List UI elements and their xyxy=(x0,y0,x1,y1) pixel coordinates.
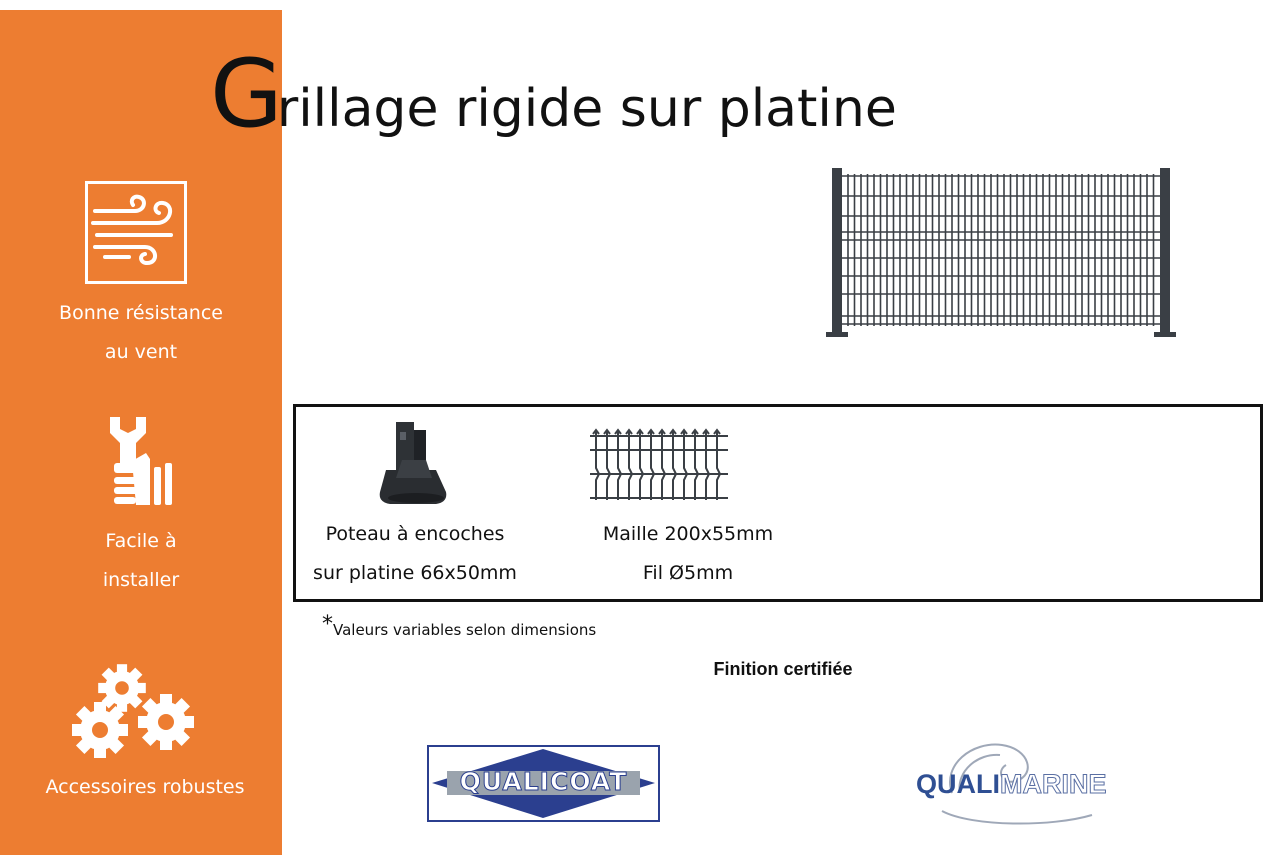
qualimarine-part1: QUALI xyxy=(916,769,1000,799)
mesh-panel-image xyxy=(588,428,730,502)
feature-label-line2: installer xyxy=(102,569,180,591)
wrench-hand-icon xyxy=(106,415,178,509)
footnote-star: * xyxy=(322,612,333,637)
qualicoat-logo-text: QUALICOAT xyxy=(459,767,628,796)
spec-post-line2: sur platine 66x50mm xyxy=(313,562,517,584)
gears-icon xyxy=(70,660,202,760)
footnote xyxy=(322,612,596,639)
page-title xyxy=(210,40,897,156)
spec-mesh-line2: Fil Ø5mm xyxy=(642,562,734,584)
feature-label-line1: Accessoires robustes xyxy=(45,776,245,798)
wind-icon xyxy=(85,181,187,284)
post-on-plate-image xyxy=(376,420,450,506)
spec-post-line1: Poteau à encoches xyxy=(325,523,505,545)
footnote-text: Valeurs variables selon dimensions xyxy=(333,621,597,639)
title-rest: rillage rigide sur platine xyxy=(276,79,897,139)
title-initial: G xyxy=(210,40,277,149)
qualimarine-logo xyxy=(912,735,1122,830)
spec-mesh-line1: Maille 200x55mm xyxy=(602,523,774,545)
finition-heading: Finition certifiée xyxy=(713,659,853,679)
qualimarine-logo-text xyxy=(916,769,1107,800)
feature-label-line2: au vent xyxy=(104,341,178,363)
fence-panel-image xyxy=(826,166,1176,340)
feature-label-line1: Bonne résistance xyxy=(59,302,223,324)
feature-label-line1: Facile à xyxy=(105,530,177,552)
qualimarine-part2: MARINE xyxy=(1000,769,1107,799)
qualicoat-logo xyxy=(427,745,660,822)
